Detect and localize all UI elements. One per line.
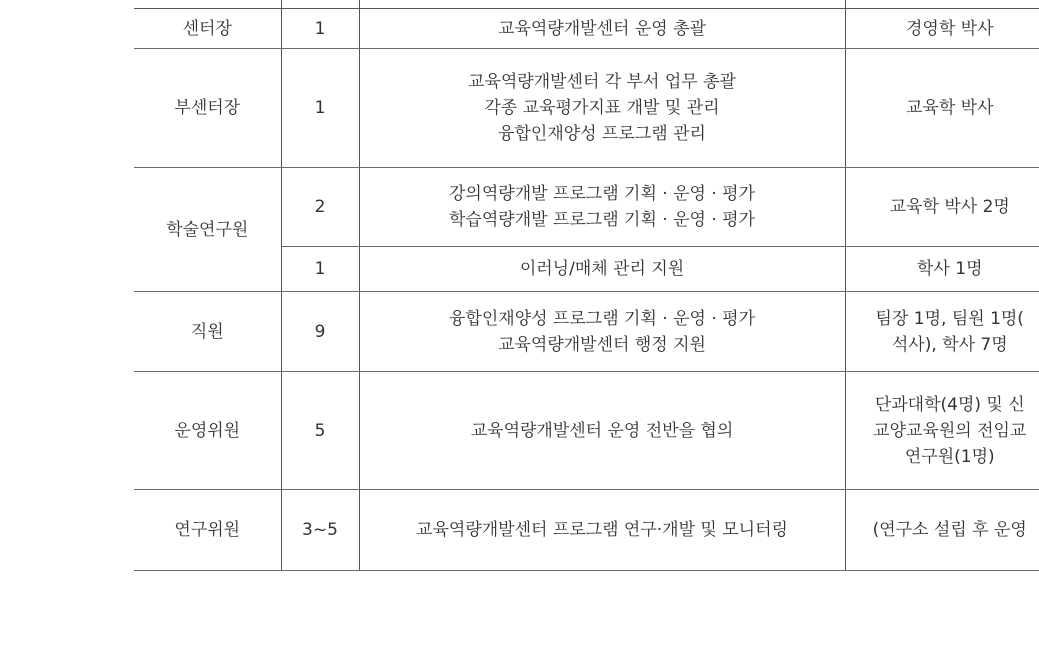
qualification-line: 단과대학(4명) 및 신 — [874, 394, 1025, 415]
duty-line: 학습역량개발 프로그램 기획 · 운영 · 평가 — [449, 210, 755, 230]
count-cell: 5 — [281, 372, 359, 490]
role-cell: 센터장 — [134, 9, 281, 49]
count-cell: 3~5 — [281, 490, 359, 571]
duties-cell — [359, 168, 845, 247]
role-cell: 운영위원 — [134, 372, 281, 490]
role-cell: 부센터장 — [134, 49, 281, 168]
role-cell: 연구위원 — [134, 490, 281, 571]
duty-line: 교육역량개발센터 행정 지원 — [498, 334, 706, 355]
table-row — [134, 490, 1039, 571]
qualification-cell — [845, 372, 1039, 490]
duties-cell — [359, 247, 845, 292]
qualification-cell — [845, 292, 1039, 372]
qualification-cell — [845, 9, 1039, 49]
role-cell: 직원 — [134, 292, 281, 372]
table-row — [134, 292, 1039, 372]
duty-line: 교육역량개발센터 운영 총괄 — [498, 18, 706, 39]
qualification-line: 석사), 학사 7명 — [891, 334, 1008, 355]
count-cell: 1 — [281, 247, 359, 292]
qualification-line: 교육학 박사 2명 — [889, 197, 1010, 217]
table-row — [134, 168, 1039, 247]
qualification-cell — [845, 168, 1039, 247]
duties-cell — [359, 490, 845, 571]
table-row — [134, 372, 1039, 490]
duties-cell — [359, 9, 845, 49]
table-top-edge — [134, 0, 1039, 9]
qualification-cell — [845, 490, 1039, 571]
count-cell: 1 — [281, 49, 359, 168]
qualification-line: (연구소 설립 후 운영 — [872, 520, 1027, 540]
qualification-line: 교양교육원의 전임교 — [873, 420, 1027, 441]
role-cell: 학술연구원 — [134, 168, 281, 292]
duties-cell — [359, 292, 845, 372]
qualification-line: 학사 1명 — [917, 259, 983, 279]
qualification-line: 연구원(1명) — [904, 446, 995, 467]
qualification-cell — [845, 49, 1039, 168]
duty-line: 교육역량개발센터 운영 전반을 협의 — [470, 420, 734, 441]
count-cell: 2 — [281, 168, 359, 247]
count-cell: 9 — [281, 292, 359, 372]
qualification-cell — [845, 247, 1039, 292]
table-row — [134, 49, 1039, 168]
staff-table — [134, 0, 1039, 571]
duty-line: 이러닝/매체 관리 지원 — [519, 259, 685, 279]
duty-line: 강의역량개발 프로그램 기획 · 운영 · 평가 — [449, 184, 755, 204]
duty-line: 교육역량개발센터 프로그램 연구·개발 및 모니터링 — [416, 520, 788, 540]
duties-cell — [359, 49, 845, 168]
qualification-line: 팀장 1명, 팀원 1명( — [875, 308, 1024, 329]
duty-line: 각종 교육평가지표 개발 및 관리 — [484, 98, 720, 118]
qualification-line: 교육학 박사 — [905, 98, 994, 118]
qualification-line: 경영학 박사 — [905, 18, 994, 39]
duty-line: 융합인재양성 프로그램 관리 — [498, 124, 706, 144]
duty-line: 교육역량개발센터 각 부서 업무 총괄 — [468, 72, 736, 92]
duties-cell — [359, 372, 845, 490]
count-cell: 1 — [281, 9, 359, 49]
duty-line: 융합인재양성 프로그램 기획 · 운영 · 평가 — [449, 308, 755, 329]
table-row — [134, 9, 1039, 49]
